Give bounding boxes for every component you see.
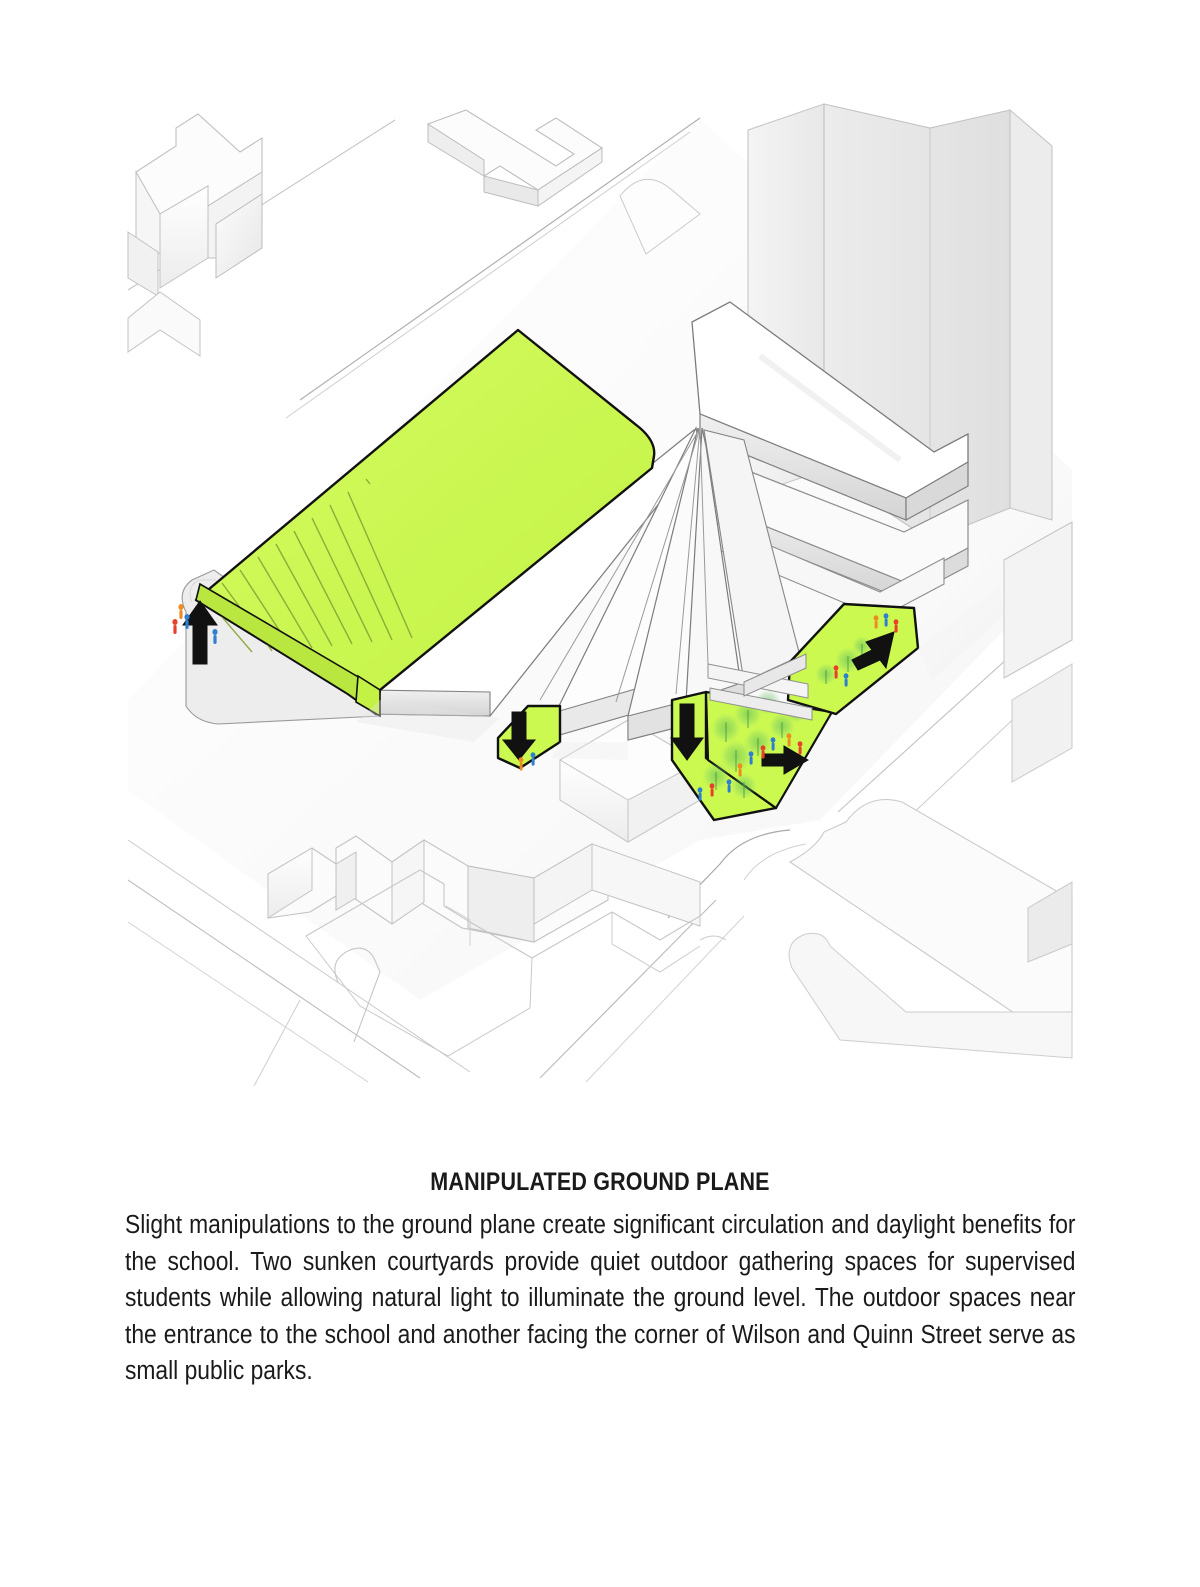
caption-block bbox=[125, 1168, 1075, 1390]
caption-title: MANIPULATED GROUND PLANE bbox=[430, 1168, 770, 1196]
caption-body: Slight manipulations to the ground plane create significant circulation and daylight benefits for the school. Two sunken courtyards provide quiet outdoor gathering spaces for supervised students while allowing natural light to illuminate the ground level. The outdoor spaces near the entrance to the school and another facing the corner of Wilson and Quinn Street serve as small public parks. bbox=[125, 1211, 1076, 1386]
